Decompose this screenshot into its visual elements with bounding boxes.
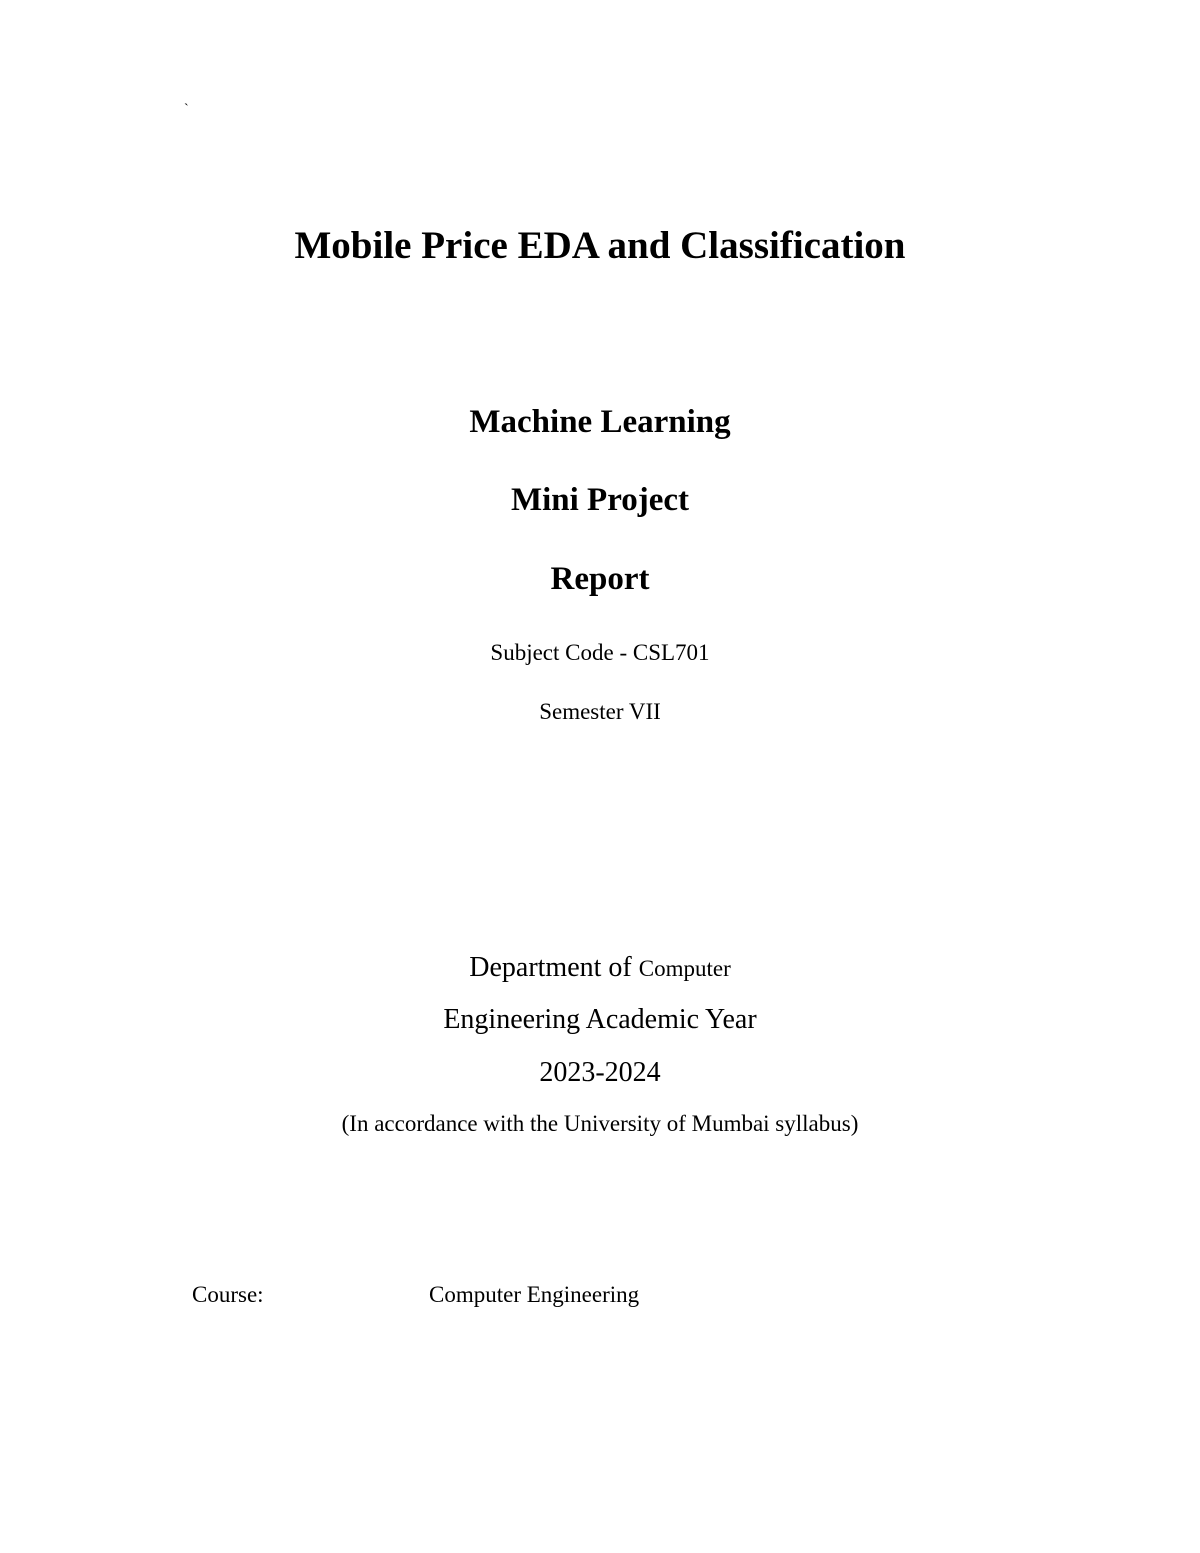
subject-name: Machine Learning [469, 404, 731, 440]
course-label: Course: [192, 1282, 264, 1307]
engineering-line: Engineering Academic Year [443, 1004, 757, 1035]
department-line [0, 954, 1200, 982]
semester: Semester VII [539, 699, 661, 724]
subject-code: Subject Code - CSL701 [490, 640, 710, 665]
report-title: Mobile Price EDA and Classification [294, 224, 906, 267]
project-type: Mini Project [510, 482, 690, 518]
stray-mark: ` [184, 102, 189, 117]
department-suffix: Computer [638, 956, 731, 981]
syllabus-note: (In accordance with the University of Mumbai syllabus) [341, 1111, 859, 1136]
course-value: Computer Engineering [429, 1282, 640, 1307]
department-prefix: Department of [469, 952, 632, 983]
academic-year: 2023-2024 [539, 1057, 661, 1088]
report-label: Report [550, 561, 650, 597]
